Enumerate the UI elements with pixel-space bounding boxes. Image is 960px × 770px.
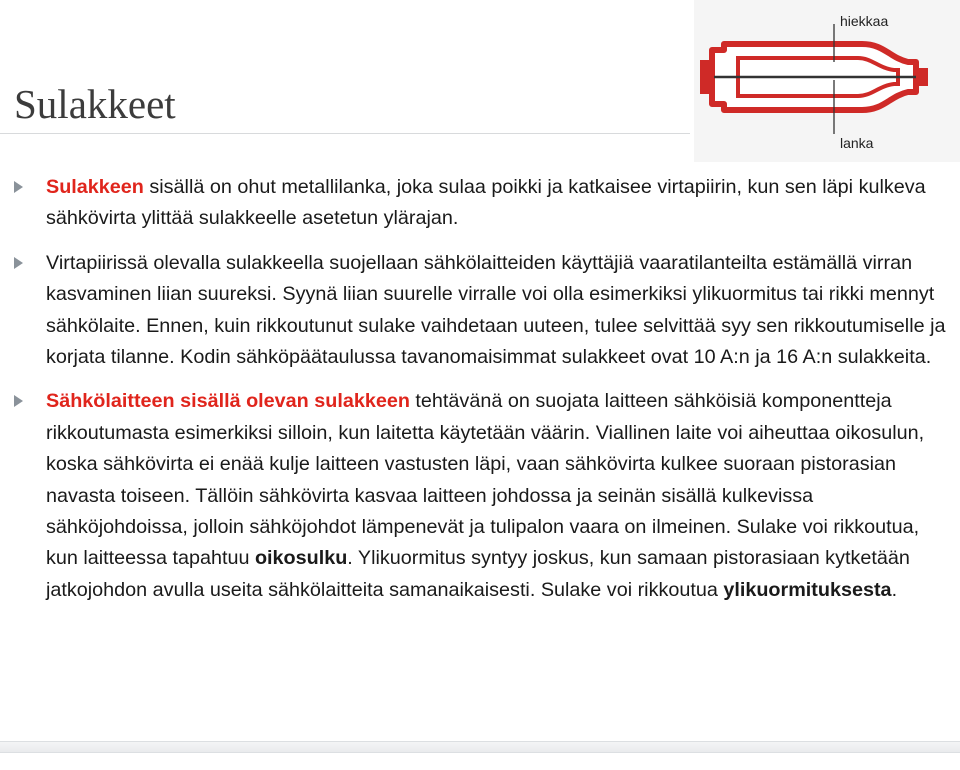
term-oikosulku: oikosulku [254, 547, 348, 570]
bullet-item-2 [0, 248, 960, 374]
bullet-arrow-icon [14, 395, 23, 407]
title-divider [0, 133, 690, 134]
term-ylikuormituksesta: ylikuormituksesta [723, 578, 892, 601]
fuse-diagram [694, 0, 960, 162]
bullet-3-text-b: . Ylikuormitus syntyy joskus, kun samaan pistorasiaan kytketään jatkojohdon avulla useita sähkölaitteita samanaikaisesti. Sulake voi rikkoutua [46, 547, 910, 601]
bullet-2-text: Virtapiirissä olevalla sulakkeella suojellaan sähkölaitteiden käyttäjiä vaaratilanteilta estämällä virran kasvaminen liian suureksi. Syynä liian suurelle virralle voi olla esimerkiksi ylikuormitus tai rikki mennyt sähkölaite. Ennen, kuin rikkoutunut sulake vaihdetaan uuteen, tulee selvittää syy sen rikkoutumiselle ja korjata tilanne. Kodin sähköpäätaulussa tavanomaisimmat sulakkeet ovat 10 A:n ja 16 A:n sulakkeita. [46, 251, 946, 369]
bullet-item-1 [0, 172, 960, 235]
term-device-fuse: Sähkölaitteen sisällä olevan sulakkeen [46, 390, 410, 413]
fuse-cap-right [916, 68, 928, 86]
label-bottom-lanka: lanka [840, 135, 874, 151]
bullet-list [0, 172, 960, 619]
slide-title: Sulakkeet [14, 81, 176, 127]
fuse-cap-left [700, 60, 714, 94]
label-top-hiekkaa: hiekkaa [840, 13, 889, 29]
bullet-arrow-icon [14, 257, 23, 269]
term-sulakkeen: Sulakkeen [46, 176, 144, 198]
bullet-1-text: sisällä on ohut metallilanka, joka sulaa poikki ja katkaisee virtapiirin, kun sen läpi kulkeva sähkövirta ylittää sulakkeelle asetetun ylärajan. [46, 176, 926, 230]
bullet-3-text-a: tehtävänä on suojata laitteen sähköisiä komponentteja rikkoutumasta esimerkiksi silloin, kun laitetta käytetään väärin. Viallinen laite voi aiheuttaa oikosulun, koska sähkövirta ei enää kulje laitteen vastusten läpi, vaan sähkövirta kulkee suoraan pistorasian navasta toiseen. Tällöin sähkövirta kasvaa laitteen johdossa ja seinän sisällä kulkevissa sähköjohdoissa, jolloin sähköjohdot lämpenevät ja tulipalon vaara on ilmeinen. Sulake voi rikkoutua, kun laitteessa tapahtuu [46, 390, 925, 570]
footer-band [0, 741, 960, 753]
bullet-3-text-c: . [891, 578, 898, 601]
bullet-arrow-icon [14, 181, 23, 193]
bullet-item-3 [0, 386, 960, 606]
